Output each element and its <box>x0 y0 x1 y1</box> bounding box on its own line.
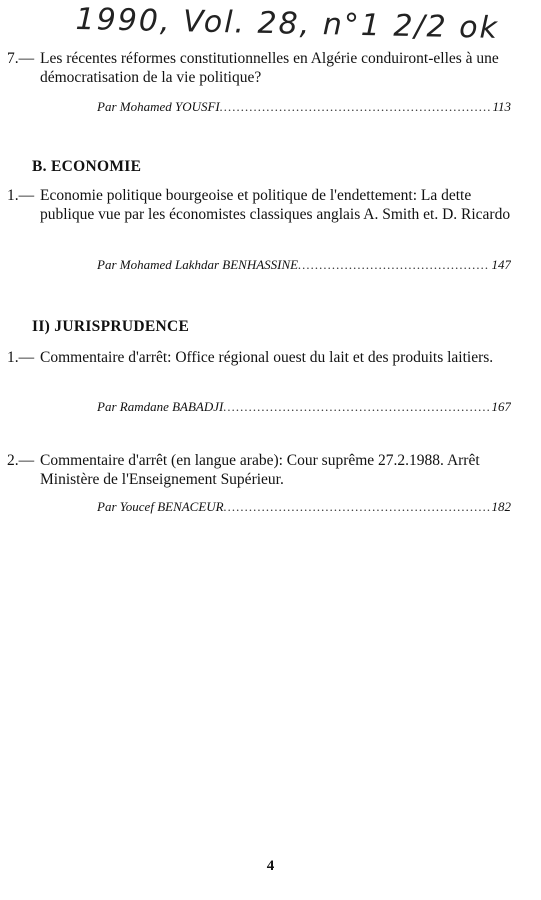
entry-page: 167 <box>491 399 511 414</box>
leader-dots <box>298 257 489 273</box>
entry-byline: Par Ramdane BABADJI ..... 167 <box>97 399 511 415</box>
toc-entry <box>0 187 541 224</box>
toc-entry <box>0 452 541 489</box>
entry-title: 7.— Les récentes réformes constitutionnelles en Algérie conduiront-elles à une démocratisation de la vie politique? <box>7 50 499 86</box>
toc-entry <box>0 50 541 87</box>
entry-title: 2.— Commentaire d'arrêt (en langue arabe): Cour suprême 27.2.1988. Arrêt Ministère de l'Enseignement Supérieur. <box>7 452 480 488</box>
entry-author: Mohamed Lakhdar BENHASSINE <box>119 257 299 272</box>
toc-entry <box>0 349 541 368</box>
entry-title: 1.— Commentaire d'arrêt: Office régional ouest du lait et des produits laitiers. <box>7 349 494 366</box>
leader-dots <box>223 399 489 415</box>
page-number: 4 <box>266 858 275 874</box>
entry-page: 147 <box>491 257 511 272</box>
leader-dots <box>224 499 490 515</box>
entry-author: Ramdane BABADJI <box>119 399 224 414</box>
section-heading: II) JURISPRUDENCE <box>32 318 190 335</box>
entry-page: 182 <box>491 499 511 514</box>
entry-number: 1.— <box>7 187 35 204</box>
section-heading: B. ECONOMIE <box>32 158 142 175</box>
entry-author: Mohamed YOUSFI <box>119 99 220 114</box>
entry-page: 113 <box>492 99 511 114</box>
leader-dots <box>220 99 491 115</box>
entry-author: Youcef BENACEUR <box>119 499 224 514</box>
entry-number: 7.— <box>7 50 35 67</box>
entry-number: 1.— <box>7 349 35 366</box>
entry-byline: Par Youcef BENACEUR ..... 182 <box>97 499 511 515</box>
entry-number: 2.— <box>7 452 35 469</box>
entry-title: 1.— Economie politique bourgeoise et politique de l'endettement: La dette publique vue par les économistes classiques anglais A. Smith et. D. Ricardo <box>7 187 511 223</box>
entry-byline: Par Mohamed Lakhdar BENHASSINE ..... 147 <box>97 257 511 273</box>
entry-byline: Par Mohamed YOUSFI ..... 113 <box>97 99 511 115</box>
handwritten-annotation: 1990, Vol. 28, n°1 2/2 ok <box>75 2 500 46</box>
